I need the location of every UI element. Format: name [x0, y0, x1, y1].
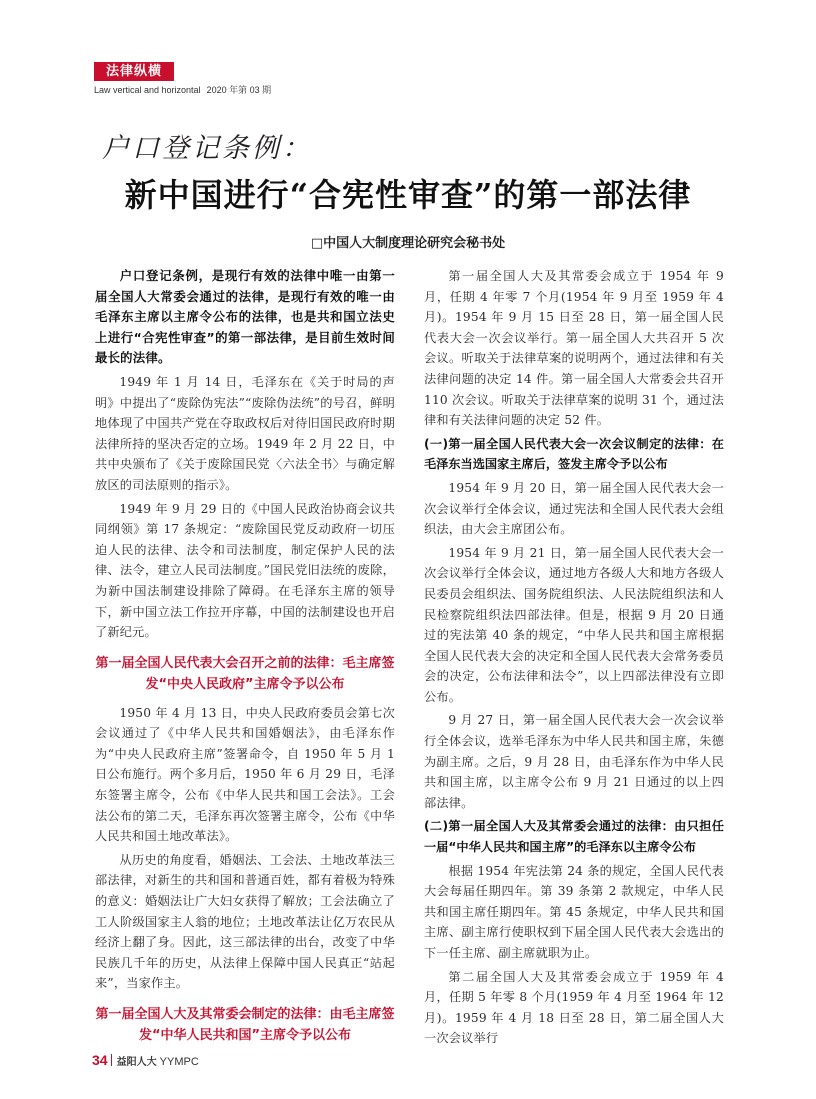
paragraph: 1954 年 9 月 21 日，第一届全国人民代表大会一次会议举行全体会议，通过地方各级人大和地方各级人民委员会组织法、国务院组织法、人民法院组织法和人民检察院组织法四部法律。但是，根据 9 月 20 日通过的宪法第 40 条的规定，“中华人民共和国主席根据全国人民代表大会的决定和全国人民代表大会常务委员会的决定，公布法律和法令”，以上四部法律没有立即公布。: [424, 545, 724, 704]
footer-divider: [111, 1054, 112, 1066]
lead-paragraph: 户口登记条例，是现行有效的法律中唯一由第一届全国人大常委会通过的法律，是现行有效的唯一由毛泽东主席以主席令公布的法律，也是共和国立法史上进行“合宪性审查”的第一部法律，是目前生效时间最长的法律。: [95, 268, 395, 366]
paragraph: 1949 年 1 月 14 日，毛泽东在《关于时局的声明》中提出了“废除伪宪法”“废除伪法统”的号召，鲜明地体现了中国共产党在夺取政权后对待旧国民政府时期法律所持的坚决否定的立场。1949 年 2 月 22 日，中共中央颁布了《关于废除国民党〈六法全书〉与确定解放区的司法原则的指示》。: [95, 374, 395, 492]
paragraph: 1954 年 9 月 20 日，第一届全国人民代表大会一次会议举行全体会议，通过宪法和全国人民代表大会组织法，由大会主席团公布。: [424, 480, 724, 537]
section-heading: 第一届全国人大及其常委会制定的法律：由毛主席签发“中华人民共和国”主席令予以公布: [95, 1007, 395, 1043]
left-column: [95, 266, 395, 1054]
page-number: 34: [92, 1052, 108, 1068]
paragraph: 根据 1954 年宪法第 24 条的规定，全国人民代表大会每届任期四年。第 39 条第 2 款规定，中华人民共和国主席任期四年。第 45 条规定，中华人民共和国主席、副主席行使职权到下届全国人民代表大会选出的下一任主席、副主席就职为止。: [424, 863, 724, 960]
magazine-name-en: YYMPC: [159, 1056, 199, 1068]
paragraph: 第一届全国人大及其常委会成立于 1954 年 9 月，任期 4 年零 7 个月(1954 年 9 月至 1959 年 4 月)。1954 年 9 月 15 日至 28 日，第一届全国人民代表大会一次会议举行。第一届全国人大共召开 5 次会议。听取关于法律草案的说明两个，通过法律和有关法律问题的决定 14 件。第一届全国人大常委会共召开 110 次会议。听取关于法律草案的说明 31 个，通过法律和有关法律问题的决定 52 件。: [424, 269, 724, 428]
subsection-heading: (一)第一届全国人民代表大会一次会议制定的法律：在毛泽东当选国家主席后，签发主席令予以公布: [424, 436, 724, 472]
article-title: 新中国进行“合宪性审查”的第一部法律: [124, 176, 692, 214]
article-byline: □中国人大制度理论研究会秘书处: [310, 236, 506, 251]
section-heading: 第一届全国人民代表大会召开之前的法律：毛主席签发“中央人民政府”主席令予以公布: [95, 655, 395, 692]
right-column: [424, 266, 724, 1052]
magazine-name: 益阳人大: [116, 1057, 157, 1068]
issue-line: [94, 83, 271, 96]
column-name-en: Law vertical and horizontal: [94, 85, 201, 95]
paragraph: 第二届全国人大及其常委会成立于 1959 年 4 月，任期 5 年零 8 个月(1959 年 4 月至 1964 年 12 月)。1959 年 4 月 18 日至 28 日，第二届全国人大一次会议举行: [424, 969, 724, 1046]
paragraph: 1950 年 4 月 13 日，中央人民政府委员会第七次会议通过了《中华人民共和国婚姻法》，由毛泽东作为“中央人民政府主席”签署命令，自 1950 年 5 月 1 日公布施行。两个多月后，1950 年 6 月 29 日，毛泽东签署主席令，公布《中华人民共和国工会法》。工会法公布的第二天，毛泽东再次签署主席令，公布《中华人民共和国土地改革法》。: [95, 705, 395, 844]
paragraph: 1949 年 9 月 29 日的《中国人民政治协商会议共同纲领》第 17 条规定：“废除国民党反动政府一切压迫人民的法律、法令和司法制度，制定保护人民的法律、法令，建立人民司法制度。”国民党旧法统的废除，为新中国法制建设排除了障碍。在毛泽东主席的领导下，新中国立法工作拉开序幕，中国的法制建设也开启了新纪元。: [95, 501, 395, 640]
paragraph: 从历史的角度看，婚姻法、工会法、土地改革法三部法律，对新生的共和国和普通百姓，都有着极为特殊的意义：婚姻法让广大妇女获得了解放；工会法确立了工人阶级国家主人翁的地位；土地改革法让亿万农民从经济上翻了身。因此，这三部法律的出台，改变了中华民族几千年的历史，从法律上保障中国人民真正“站起来”，当家作主。: [95, 852, 395, 991]
article-kicker: 户口登记条例：: [102, 133, 312, 164]
subsection-heading: (二)第一届全国人大及其常委会通过的法律：由只担任一届“中华人民共和国主席”的毛泽东以主席令公布: [424, 819, 724, 855]
paragraph: 9 月 27 日，第一届全国人民代表大会一次会议举行全体会议，选举毛泽东为中华人民共和国主席，朱德为副主席。之后，9 月 28 日，由毛泽东作为中华人民共和国主席，以主席令公布 9 月 21 日通过的以上四部法律。: [424, 713, 724, 810]
page-footer: [92, 1052, 199, 1068]
column-tag: 法律纵横: [94, 62, 174, 81]
issue-number: 2020 年第 03 期: [206, 85, 272, 95]
